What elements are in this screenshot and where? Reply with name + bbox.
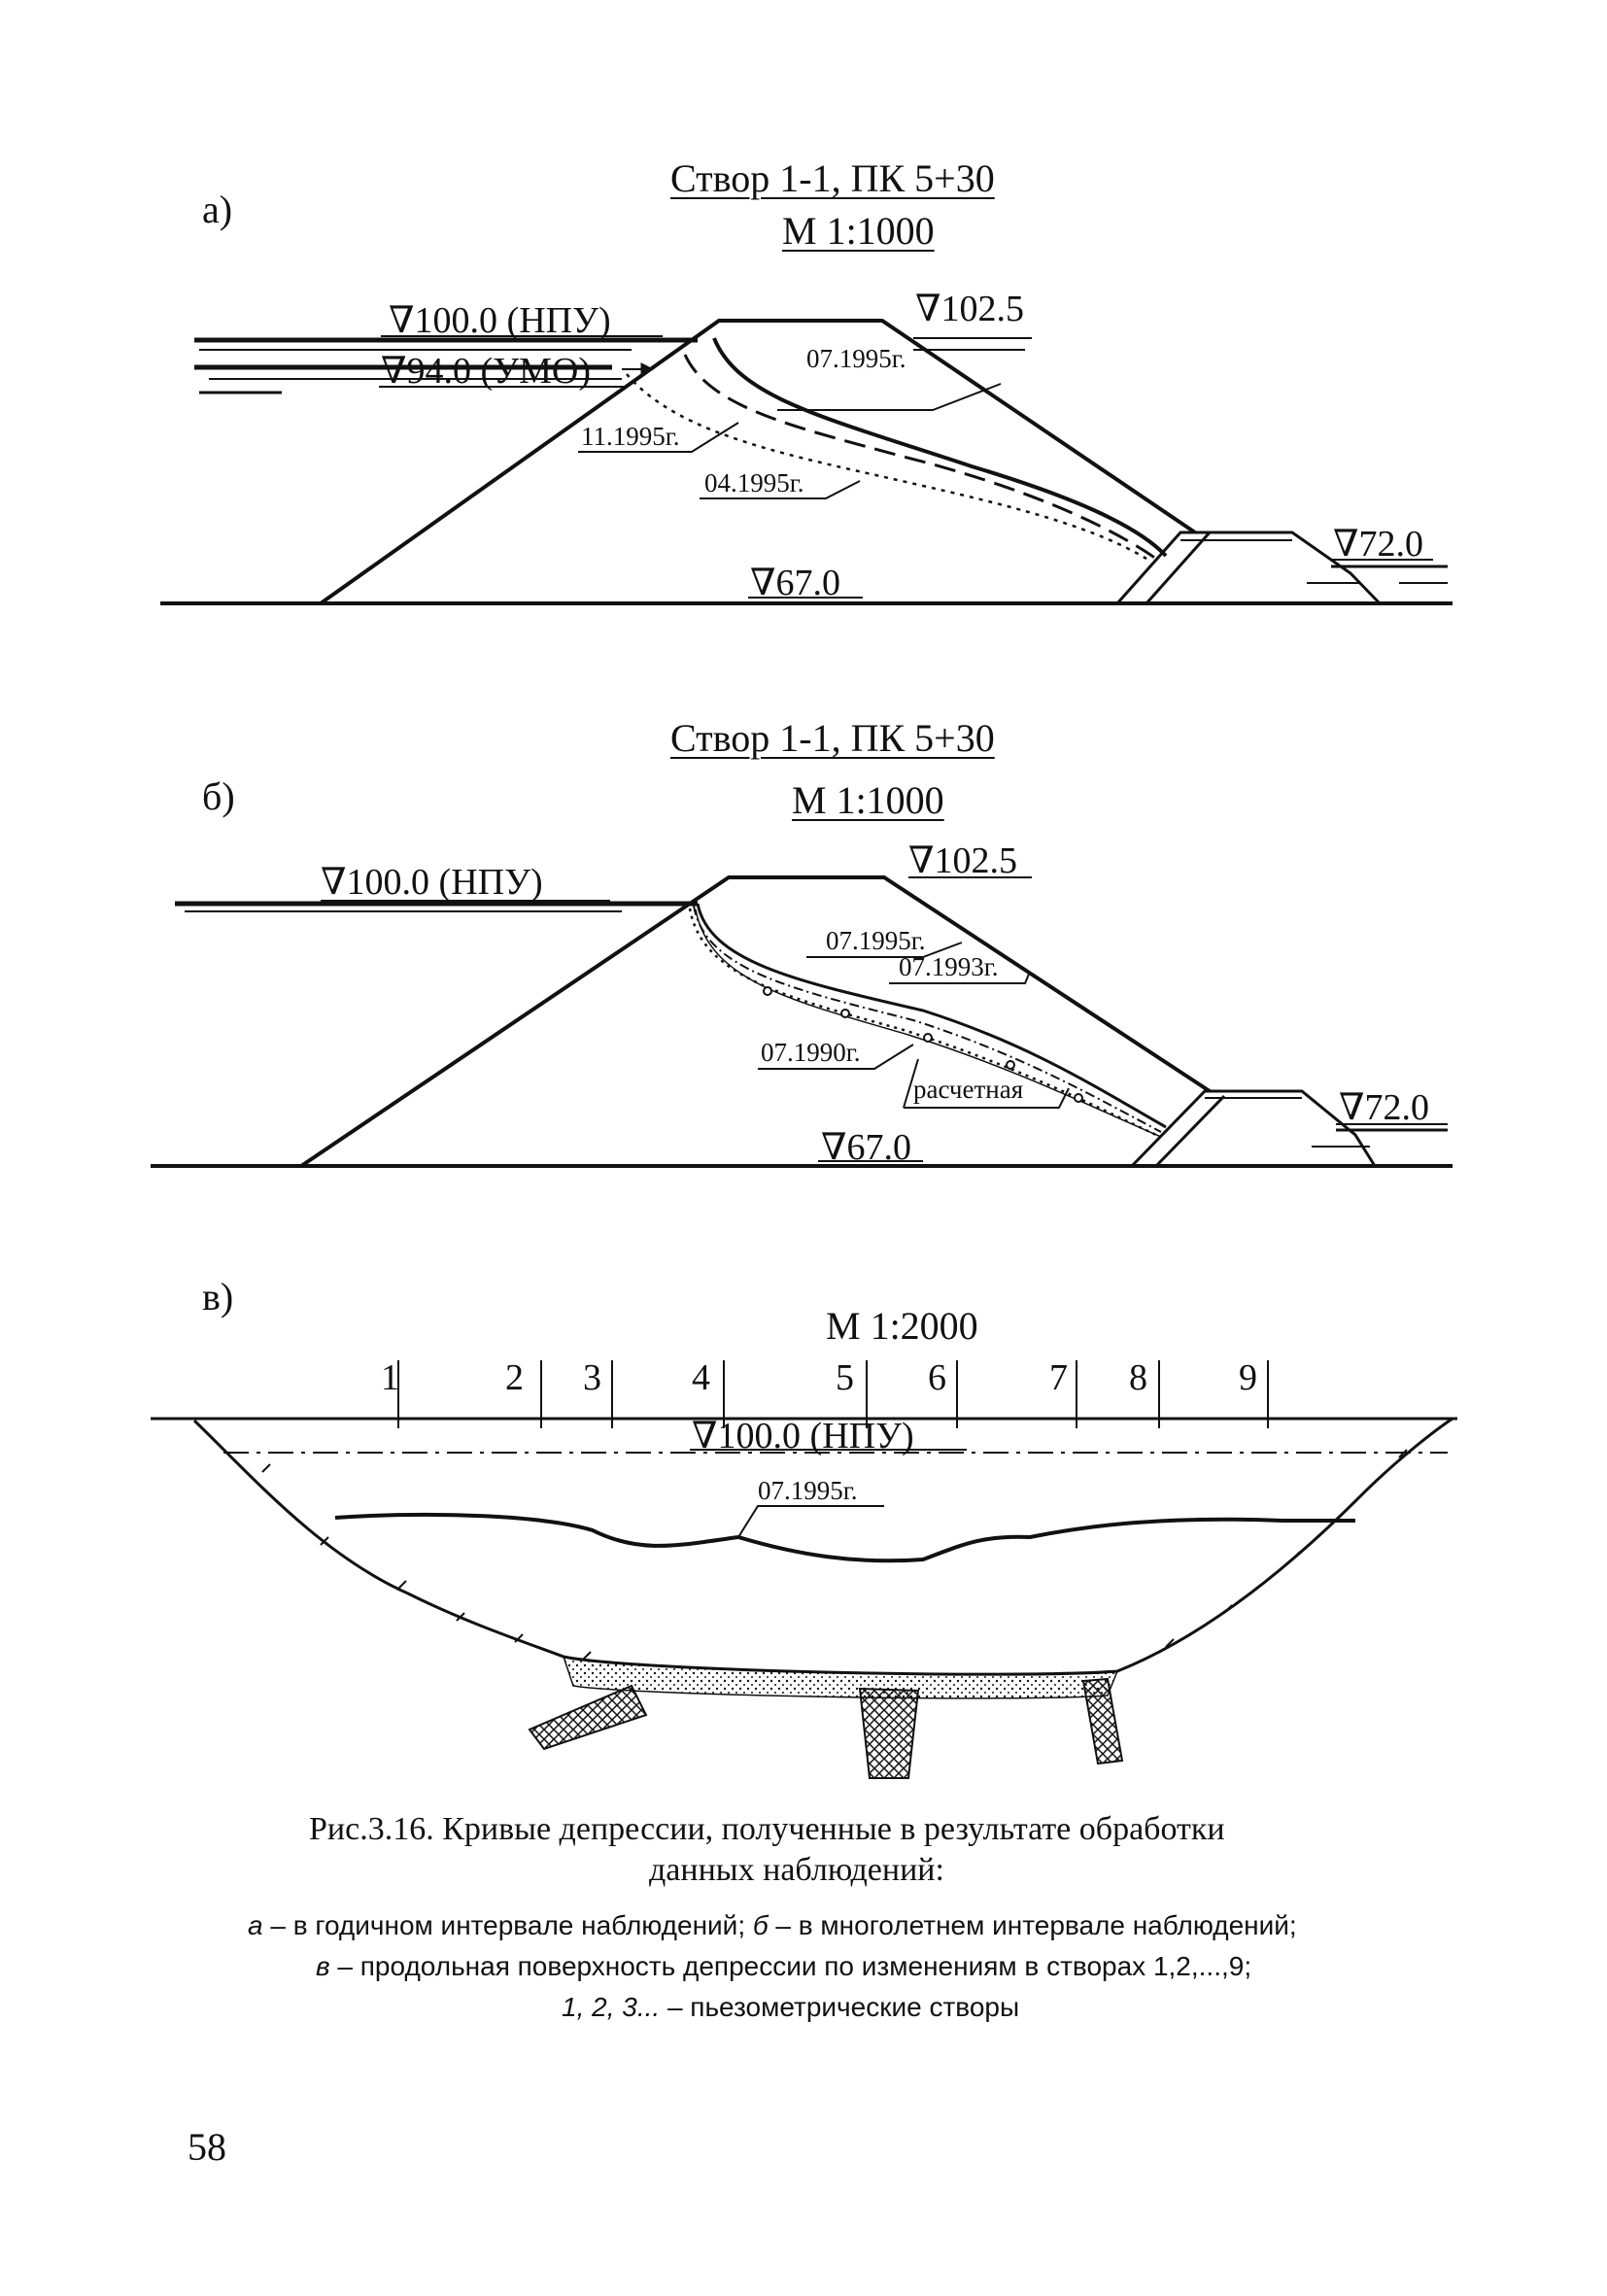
panel-b-scale: М 1:1000 <box>792 778 944 822</box>
panel-a-crest-level: ∇102.5 <box>915 289 1025 329</box>
panel-b-title: Створ 1-1, ПК 5+30 <box>670 716 995 760</box>
section-1-label: 1 <box>381 1357 399 1398</box>
legend-mark-numbers: 1, 2, 3... <box>562 1992 661 2022</box>
panel-b-curve-label-2: 07.1993г. <box>899 952 999 981</box>
panel-v-npu-level: ∇100.0 (НПУ) <box>692 1416 914 1456</box>
caption-legend-line-3 <box>562 1994 1019 2021</box>
panel-a-title: Створ 1-1, ПК 5+30 <box>670 156 995 200</box>
panel-a-tailwater-level: ∇72.0 <box>1333 524 1424 565</box>
section-8-label: 8 <box>1129 1357 1147 1398</box>
panel-b-base-level: ∇67.0 <box>821 1127 912 1168</box>
page-number: 58 <box>188 2125 226 2169</box>
panel-v-letter: в) <box>202 1275 234 1319</box>
section-9-label: 9 <box>1239 1357 1257 1398</box>
caption-line-2: данных наблюдений: <box>649 1852 944 1888</box>
panel-b-crest-level: ∇102.5 <box>908 840 1018 881</box>
section-6-label: 6 <box>928 1357 946 1398</box>
legend-mark-v: в <box>316 1951 330 1981</box>
panel-v-scale: М 1:2000 <box>826 1304 978 1348</box>
section-2-label: 2 <box>505 1357 524 1398</box>
panel-a-npu-level: ∇100.0 (НПУ) <box>389 300 611 341</box>
caption-legend-line-2 <box>316 1953 1251 1980</box>
legend-text-a: – в годичном интервале наблюдений; <box>262 1910 753 1940</box>
panel-b-curve-label-4: расчетная <box>913 1075 1024 1104</box>
panel-v-curve-label: 07.1995г. <box>758 1476 858 1505</box>
legend-mark-a: а <box>248 1910 263 1940</box>
panel-a-curve-label-2: 11.1995г. <box>581 422 680 451</box>
legend-text-b: – в многолетнем интервале наблюдений; <box>768 1910 1297 1940</box>
legend-text-numbers: – пьезометрические створы <box>660 1992 1020 2022</box>
panel-a-curve-label-1: 07.1995г. <box>806 344 906 373</box>
panel-a-base-level: ∇67.0 <box>750 563 841 603</box>
panel-a-scale: М 1:1000 <box>782 209 935 253</box>
caption-line-1: Рис.3.16. Кривые депрессии, полученные в результате обработки <box>309 1811 1225 1847</box>
legend-mark-b: б <box>752 1910 769 1940</box>
panel-b-curve-label-1: 07.1995г. <box>826 926 926 955</box>
panel-b-npu-level: ∇100.0 (НПУ) <box>321 862 543 903</box>
legend-text-v: – продольная поверхность депрессии по изменениям в створах 1,2,...,9; <box>329 1951 1252 1981</box>
panel-a-letter: а) <box>202 188 233 231</box>
panel-b-curve-label-3: 07.1990г. <box>761 1038 861 1067</box>
panel-b-letter: б) <box>202 774 235 818</box>
section-7-label: 7 <box>1049 1357 1068 1398</box>
section-3-label: 3 <box>583 1357 601 1398</box>
section-5-label: 5 <box>836 1357 854 1398</box>
panel-b-tailwater-level: ∇72.0 <box>1339 1087 1430 1128</box>
section-4-label: 4 <box>692 1357 710 1398</box>
panel-a-umo-level: ∇94.0 (УМО) <box>381 351 591 392</box>
caption-legend-line-1 <box>248 1912 1297 1939</box>
panel-a-curve-label-3: 04.1995г. <box>704 468 804 497</box>
